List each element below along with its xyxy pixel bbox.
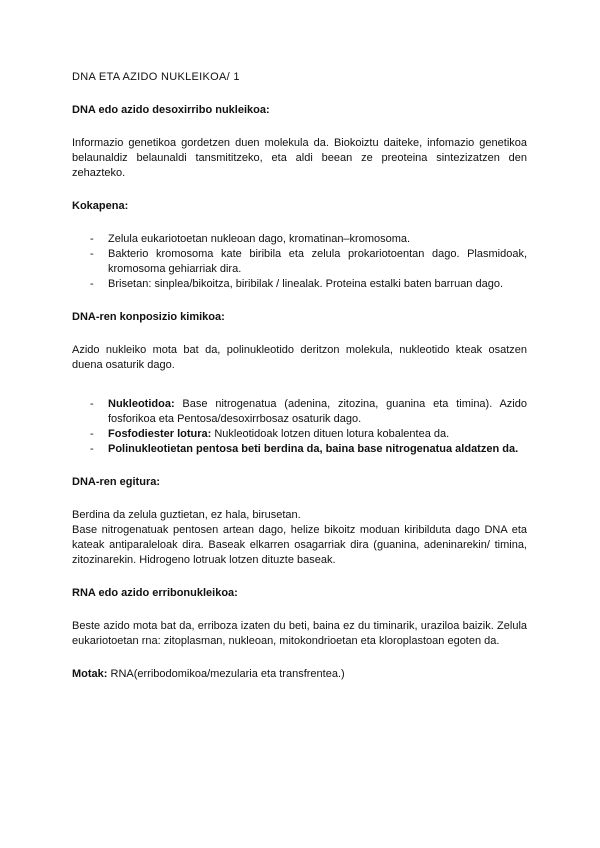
term-label: Polinukleotietan pentosa beti berdina da, baina base nitrogenatua aldatzen da. bbox=[108, 443, 519, 455]
bullet-dash: - bbox=[90, 233, 94, 245]
list-item bbox=[72, 427, 527, 442]
motak-text: RNA(erribodomikoa/mezularia eta transfrentea.) bbox=[107, 668, 345, 680]
list-item-text: Bakterio kromosoma kate biribila eta zelula prokariotoentan dago. Plasmidoak, kromosoma gehiarriak dira. bbox=[108, 248, 527, 275]
egitura-line-1: Berdina da zelula guztietan, ez hala, birusetan. bbox=[72, 509, 301, 521]
list-item bbox=[72, 442, 527, 457]
egitura-line-2: Base nitrogenatuak pentosen artean dago, helize bikoitz moduan kiribilduta dago DNA eta kateak antiparaleloak dira. Baseak elkarren osagarriak dira (guanina, adeninarekin/ timina, zitozinarekin. Hidrogeno lotruak lotzen dituzte baseak. bbox=[72, 524, 527, 566]
term-label: Fosfodiester lotura: bbox=[108, 428, 212, 440]
term-label: Nukleotidoa: bbox=[108, 398, 175, 410]
egitura-paragraph bbox=[72, 508, 527, 568]
term-description: Nukleotidoak lotzen dituen lotura kobalentea da. bbox=[211, 428, 450, 440]
document-page bbox=[72, 70, 527, 700]
section-heading-egitura: DNA-ren egitura: bbox=[72, 476, 161, 488]
section-heading-konposizioa: DNA-ren konposizio kimikoa: bbox=[72, 311, 225, 323]
section-heading-dna: DNA edo azido desoxirribo nukleikoa: bbox=[72, 104, 270, 116]
konposizioa-paragraph: Azido nukleiko mota bat da, polinukleotido deritzon molekula, nukleotido kteak osatzen duena osaturik dago. bbox=[72, 344, 527, 371]
list-item bbox=[72, 232, 527, 247]
motak-label: Motak: bbox=[72, 668, 108, 680]
rna-paragraph: Beste azido mota bat da, erriboza izaten du beti, baina ez du timinarik, uraziloa baizik. Zelula eukariotoetan rna: zitoplasman, nukleoan, mitokondrioetan eta kloroplastoan egoten da. bbox=[72, 620, 527, 647]
bullet-dash: - bbox=[90, 443, 94, 455]
bullet-dash: - bbox=[90, 398, 94, 410]
bullet-dash: - bbox=[90, 248, 94, 260]
list-item bbox=[72, 247, 527, 277]
dna-definition-paragraph: Informazio genetikoa gordetzen duen molekula da. Biokoiztu daiteke, infomazio genetikoa belaunaldiz belaunaldi tansmititzeko, eta aldi beean ze preoteina sintezizatzen den zehazteko. bbox=[72, 137, 527, 179]
list-item bbox=[72, 397, 527, 427]
document-title: DNA ETA AZIDO NUKLEIKOA/ 1 bbox=[72, 71, 240, 83]
kokapena-list bbox=[72, 232, 527, 292]
section-heading-rna: RNA edo azido erribonukleikoa: bbox=[72, 587, 238, 599]
bullet-dash: - bbox=[90, 428, 94, 440]
bullet-dash: - bbox=[90, 278, 94, 290]
section-heading-kokapena: Kokapena: bbox=[72, 200, 129, 212]
list-item-text: Zelula eukariotoetan nukleoan dago, kromatinan–kromosoma. bbox=[108, 233, 411, 245]
list-item bbox=[72, 277, 527, 292]
term-description: Base nitrogenatua (adenina, zitozina, guanina eta timina). Azido fosforikoa eta Pentosa/desoxirrbosaz osaturik dago. bbox=[108, 398, 527, 425]
motak-line bbox=[72, 667, 527, 682]
list-item-text: Brisetan: sinplea/bikoitza, biribilak / linealak. Proteina estalki baten barruan dago. bbox=[108, 278, 504, 290]
konposizioa-list bbox=[72, 397, 527, 457]
